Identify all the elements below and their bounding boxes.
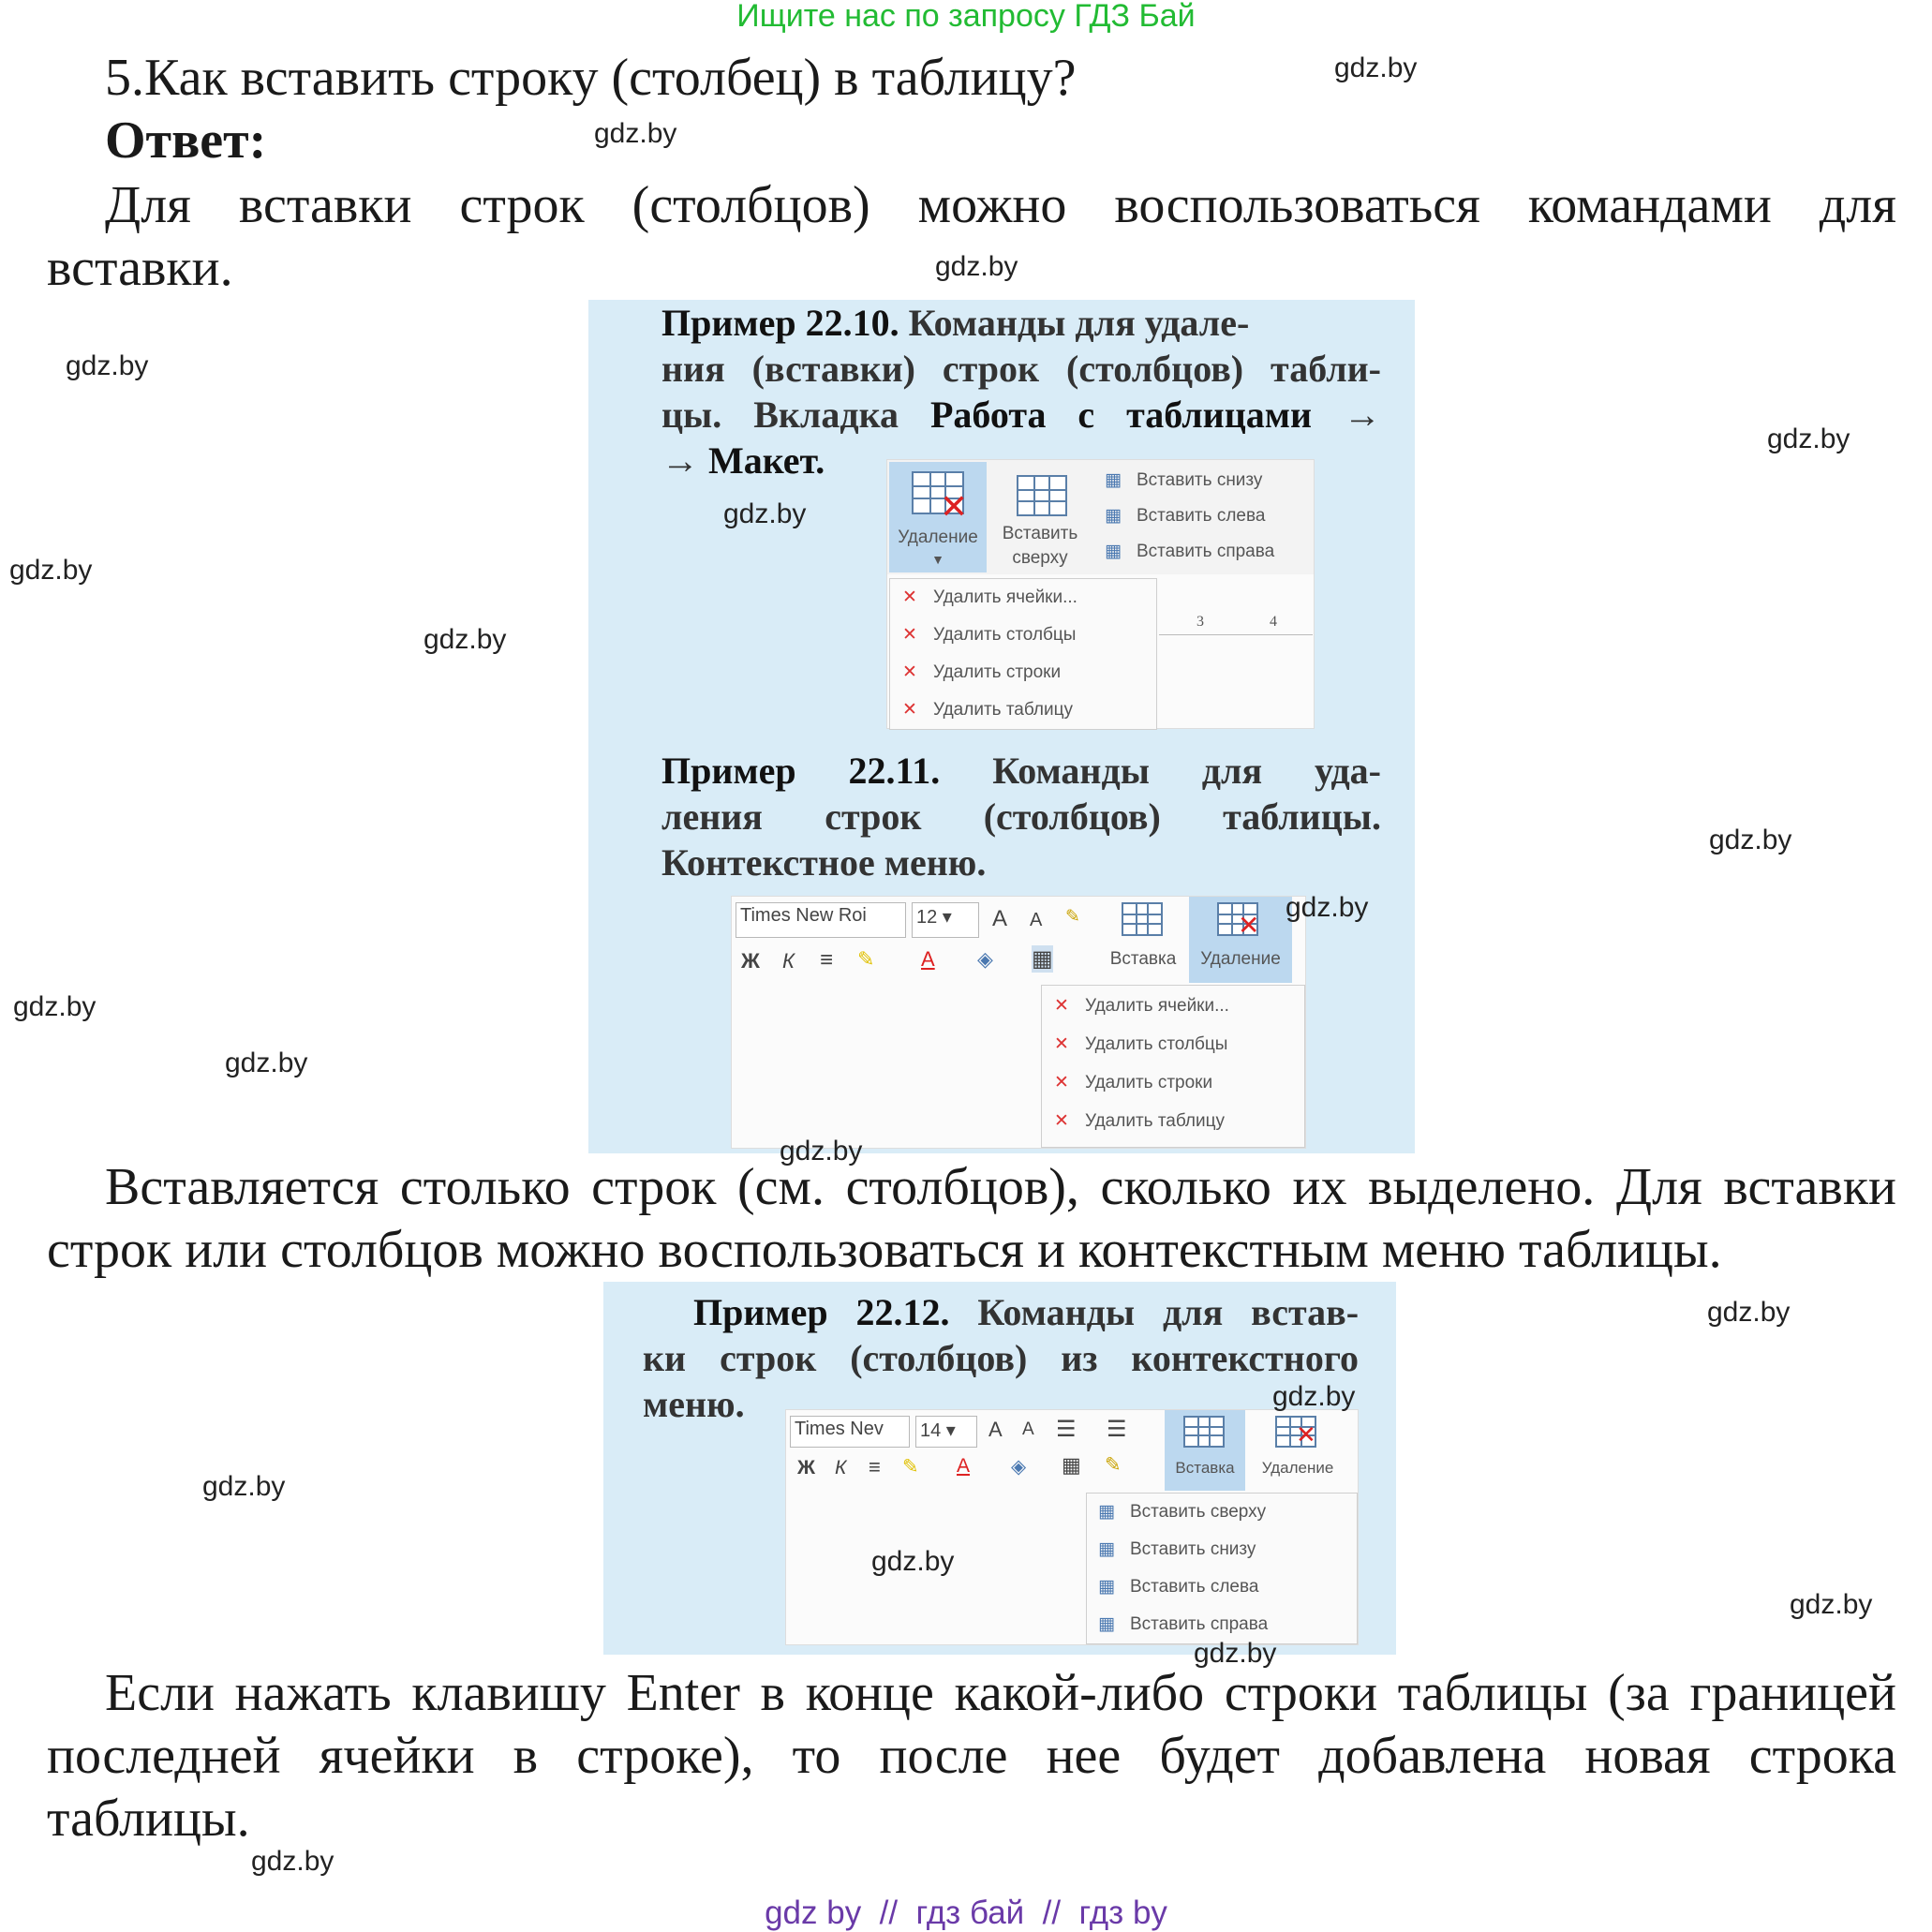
insert-below-item[interactable] xyxy=(1103,469,1262,491)
example-panel-1 xyxy=(588,300,1415,1153)
insert-button[interactable] xyxy=(1101,897,1185,983)
watermark: gdz.by xyxy=(1709,825,1792,855)
paragraph-3-line-1: Если нажать клавишу Enter в конце какой-либо строки таблицы (за границей xyxy=(105,1664,1896,1722)
watermark: gdz.by xyxy=(251,1846,334,1877)
delete-columns-icon: ✕ xyxy=(902,625,917,645)
paragraph-2-line-1: Вставляется столько строк (см. столбцов), сколько их выделено. Для вставки xyxy=(105,1158,1896,1216)
example-22-12-line-1-text: Команды для встав- xyxy=(977,1291,1360,1333)
example-panel-2 xyxy=(603,1282,1396,1655)
example-22-11-line-1-text: Команды для уда- xyxy=(992,750,1381,792)
menu-delete-table-label: Удалить таблицу xyxy=(1085,1111,1225,1131)
font-name-box[interactable] xyxy=(790,1416,910,1448)
insert-right-label: Вставить справа xyxy=(1137,542,1275,561)
delete-cells-icon: ✕ xyxy=(902,587,917,607)
insert-context-screenshot xyxy=(785,1409,1359,1645)
delete-columns-icon: ✕ xyxy=(1054,1034,1069,1054)
arrow-icon: → xyxy=(661,439,699,482)
insert-right-item[interactable] xyxy=(1103,541,1274,562)
question-title: 5.Как вставить строку (столбец) в таблицу? xyxy=(105,49,1077,107)
paragraph-3-line-2: последней ячейки в строке), то после нее будет добавлена новая строка xyxy=(47,1727,1896,1785)
watermark: gdz.by xyxy=(780,1136,863,1167)
watermark: gdz.by xyxy=(225,1048,308,1078)
delete-button[interactable] xyxy=(1189,897,1292,983)
insert-above-icon: ▦ xyxy=(1098,1502,1115,1522)
watermark: gdz.by xyxy=(13,991,97,1022)
menu-delete-rows-label: Удалить строки xyxy=(933,662,1062,682)
example-22-12-line-1 xyxy=(693,1289,1359,1335)
watermark: gdz.by xyxy=(202,1471,286,1502)
example-22-10-line-3 xyxy=(661,392,1381,438)
watermark: gdz.by xyxy=(1194,1638,1277,1669)
paragraph-1-line-2: вставки. xyxy=(47,239,233,297)
example-22-11-line-1 xyxy=(661,748,1381,794)
delete-x-icon: ✕ xyxy=(1238,910,1260,941)
insert-above-icon xyxy=(1017,475,1067,516)
watermark: gdz.by xyxy=(935,251,1018,282)
example-22-10-line-3-start: цы. Вкладка xyxy=(661,394,899,436)
shading-icon[interactable]: ◈ xyxy=(1011,1456,1027,1478)
example-22-12-number: Пример 22.12. xyxy=(693,1291,950,1333)
watermark: gdz.by xyxy=(1707,1297,1791,1328)
menu-delete-table[interactable] xyxy=(1051,1110,1225,1132)
font-name-value: Times New Roi xyxy=(740,905,867,926)
dropdown-arrow-icon: ▼ xyxy=(931,552,944,567)
delete-button[interactable] xyxy=(889,462,987,572)
insert-right-icon: ▦ xyxy=(1098,1614,1115,1634)
delete-table-icon: ✕ xyxy=(902,700,917,720)
menu-delete-columns[interactable] xyxy=(899,624,1076,646)
watermark: gdz.by xyxy=(1790,1589,1873,1620)
context-delete-menu xyxy=(1041,985,1305,1148)
menu-delete-columns-label: Удалить столбцы xyxy=(933,625,1077,645)
shrink-font-icon[interactable]: A xyxy=(1022,1419,1034,1439)
delete-cells-icon: ✕ xyxy=(1054,996,1069,1016)
menu-delete-columns-label: Удалить столбцы xyxy=(1085,1034,1228,1054)
menu-delete-cells-label: Удалить ячейки... xyxy=(1085,996,1229,1016)
example-22-12-line-3: меню. xyxy=(643,1383,745,1425)
menu-delete-cells[interactable] xyxy=(899,587,1077,608)
arrow-icon: → xyxy=(1344,394,1382,436)
insert-right-icon: ▦ xyxy=(1105,542,1122,561)
delete-table-icon: ✕ xyxy=(1054,1111,1069,1131)
font-size-value: 14 xyxy=(920,1420,942,1441)
bold-button[interactable]: Ж xyxy=(797,1457,815,1479)
shading-icon[interactable]: ◈ xyxy=(977,947,993,971)
menu-insert-right-label: Вставить справа xyxy=(1130,1614,1269,1634)
ribbon-screenshot xyxy=(886,459,1315,729)
example-22-10-tab-name: Работа с таблицами xyxy=(929,394,1313,436)
search-hint: Ищите нас по запросу ГДЗ Бай xyxy=(736,0,1196,34)
context-insert-menu xyxy=(1086,1493,1358,1644)
watermark: gdz.by xyxy=(1272,1381,1356,1412)
watermark: gdz.by xyxy=(1286,892,1369,923)
delete-rows-icon: ✕ xyxy=(1054,1073,1069,1092)
ruler xyxy=(1159,616,1313,635)
font-size-value: 12 xyxy=(916,907,938,928)
delete-rows-icon: ✕ xyxy=(902,662,917,682)
menu-insert-below-label: Вставить снизу xyxy=(1130,1539,1256,1559)
watermark: gdz.by xyxy=(424,624,507,655)
menu-delete-cells-label: Удалить ячейки... xyxy=(933,587,1077,607)
example-22-10-line-4 xyxy=(661,438,825,483)
example-22-10-number: Пример 22.10. xyxy=(661,302,899,344)
delete-button-label: Удаление xyxy=(898,528,978,547)
insert-button-label: Вставка xyxy=(1175,1459,1235,1477)
format-painter-icon[interactable]: ✎ xyxy=(1065,907,1080,927)
menu-insert-above-label: Вставить сверху xyxy=(1130,1502,1267,1522)
grow-font-icon[interactable]: A xyxy=(992,906,1008,931)
footer-links: gdz by // гдз бай // гдз by xyxy=(765,1895,1167,1931)
watermark: gdz.by xyxy=(66,350,149,381)
menu-delete-columns[interactable] xyxy=(1051,1033,1227,1055)
menu-delete-table[interactable] xyxy=(899,699,1073,721)
menu-delete-rows[interactable] xyxy=(1051,1072,1212,1093)
menu-insert-above[interactable] xyxy=(1096,1501,1266,1523)
insert-table-icon xyxy=(1122,902,1163,936)
menu-insert-left[interactable] xyxy=(1096,1576,1258,1598)
delete-dropdown-menu xyxy=(889,578,1157,730)
grow-font-icon[interactable]: A xyxy=(988,1418,1003,1441)
ruler-mark-3: 3 xyxy=(1196,614,1204,630)
insert-left-label: Вставить слева xyxy=(1137,506,1266,526)
font-size-box[interactable]: 12 ▾ xyxy=(912,902,979,938)
insert-above-label: Вставить сверху xyxy=(1002,524,1078,568)
example-22-12-line-2: ки строк (столбцов) из контекстного xyxy=(643,1337,1359,1379)
shrink-font-icon[interactable]: A xyxy=(1030,910,1043,930)
watermark: gdz.by xyxy=(9,555,93,586)
bullets-icon[interactable]: ☰ xyxy=(1056,1417,1077,1442)
insert-left-icon: ▦ xyxy=(1098,1577,1115,1597)
example-22-11-number: Пример 22.11. xyxy=(661,750,941,792)
menu-delete-cells[interactable] xyxy=(1051,995,1229,1017)
paragraph-2-line-2: строк или столбцов можно воспользоваться и контекстным меню таблицы. xyxy=(47,1221,1722,1279)
italic-button[interactable]: К xyxy=(835,1457,847,1479)
watermark: gdz.by xyxy=(871,1546,955,1577)
menu-delete-rows[interactable] xyxy=(899,661,1061,683)
insert-left-icon: ▦ xyxy=(1105,506,1122,526)
insert-above-button[interactable] xyxy=(992,462,1088,572)
menu-insert-left-label: Вставить слева xyxy=(1130,1577,1259,1597)
delete-button[interactable] xyxy=(1249,1410,1346,1491)
answer-label: Ответ: xyxy=(105,111,267,170)
watermark: gdz.by xyxy=(1767,424,1850,454)
menu-delete-table-label: Удалить таблицу xyxy=(933,700,1073,720)
delete-x-icon: ✕ xyxy=(1296,1421,1316,1449)
watermark: gdz.by xyxy=(723,498,807,529)
context-toolbar-screenshot xyxy=(731,896,1306,1149)
ruler-mark-4: 4 xyxy=(1270,614,1277,630)
font-color-icon[interactable]: A xyxy=(957,1455,971,1477)
bold-button[interactable]: Ж xyxy=(741,949,760,973)
menu-insert-right[interactable] xyxy=(1096,1613,1268,1635)
font-name-value: Times Nev xyxy=(795,1419,884,1439)
example-22-10-layout-tab: Макет. xyxy=(708,439,825,482)
example-22-10-line-1-text: Команды для удале- xyxy=(908,302,1250,344)
insert-left-item[interactable] xyxy=(1103,505,1265,527)
menu-delete-rows-label: Удалить строки xyxy=(1085,1073,1213,1092)
insert-button[interactable] xyxy=(1165,1410,1245,1491)
delete-x-icon: ✕ xyxy=(940,488,969,527)
insert-button-label: Вставка xyxy=(1109,949,1177,969)
example-22-11-line-2: ления строк (столбцов) таблицы. xyxy=(661,795,1381,838)
insert-below-icon: ▦ xyxy=(1098,1539,1115,1559)
insert-table-icon xyxy=(1183,1416,1225,1448)
paragraph-1-line-1: Для вставки строк (столбцов) можно воспользоваться командами для xyxy=(105,176,1896,234)
insert-below-icon: ▦ xyxy=(1105,470,1122,490)
menu-insert-below[interactable] xyxy=(1096,1538,1256,1560)
paragraph-3-line-3: таблицы. xyxy=(47,1790,250,1848)
numbering-icon[interactable]: ☰ xyxy=(1107,1417,1127,1442)
highlight-icon[interactable]: ✎ xyxy=(857,947,875,971)
delete-button-label: Удаление xyxy=(1200,949,1281,969)
example-22-11-line-3: Контекстное меню. xyxy=(661,841,987,884)
format-painter-icon[interactable]: ✎ xyxy=(1105,1454,1122,1476)
align-center-icon[interactable]: ≡ xyxy=(820,947,834,973)
font-name-box[interactable] xyxy=(736,902,906,938)
highlight-icon[interactable]: ✎ xyxy=(902,1456,919,1478)
insert-below-label: Вставить снизу xyxy=(1137,470,1263,490)
borders-icon[interactable]: ▦ xyxy=(1062,1453,1081,1477)
example-22-10-line-1 xyxy=(661,300,1381,346)
font-size-box[interactable]: 14 ▾ xyxy=(915,1416,977,1448)
delete-button-label: Удаление xyxy=(1261,1459,1334,1477)
watermark: gdz.by xyxy=(594,118,677,149)
font-color-icon[interactable]: A xyxy=(921,947,935,971)
italic-button[interactable]: К xyxy=(782,949,795,973)
borders-icon[interactable]: ▦ xyxy=(1032,946,1053,972)
watermark: gdz.by xyxy=(1334,52,1418,83)
example-22-10-line-2: ния (вставки) строк (столбцов) табли- xyxy=(661,348,1381,390)
align-center-icon[interactable]: ≡ xyxy=(869,1455,881,1479)
